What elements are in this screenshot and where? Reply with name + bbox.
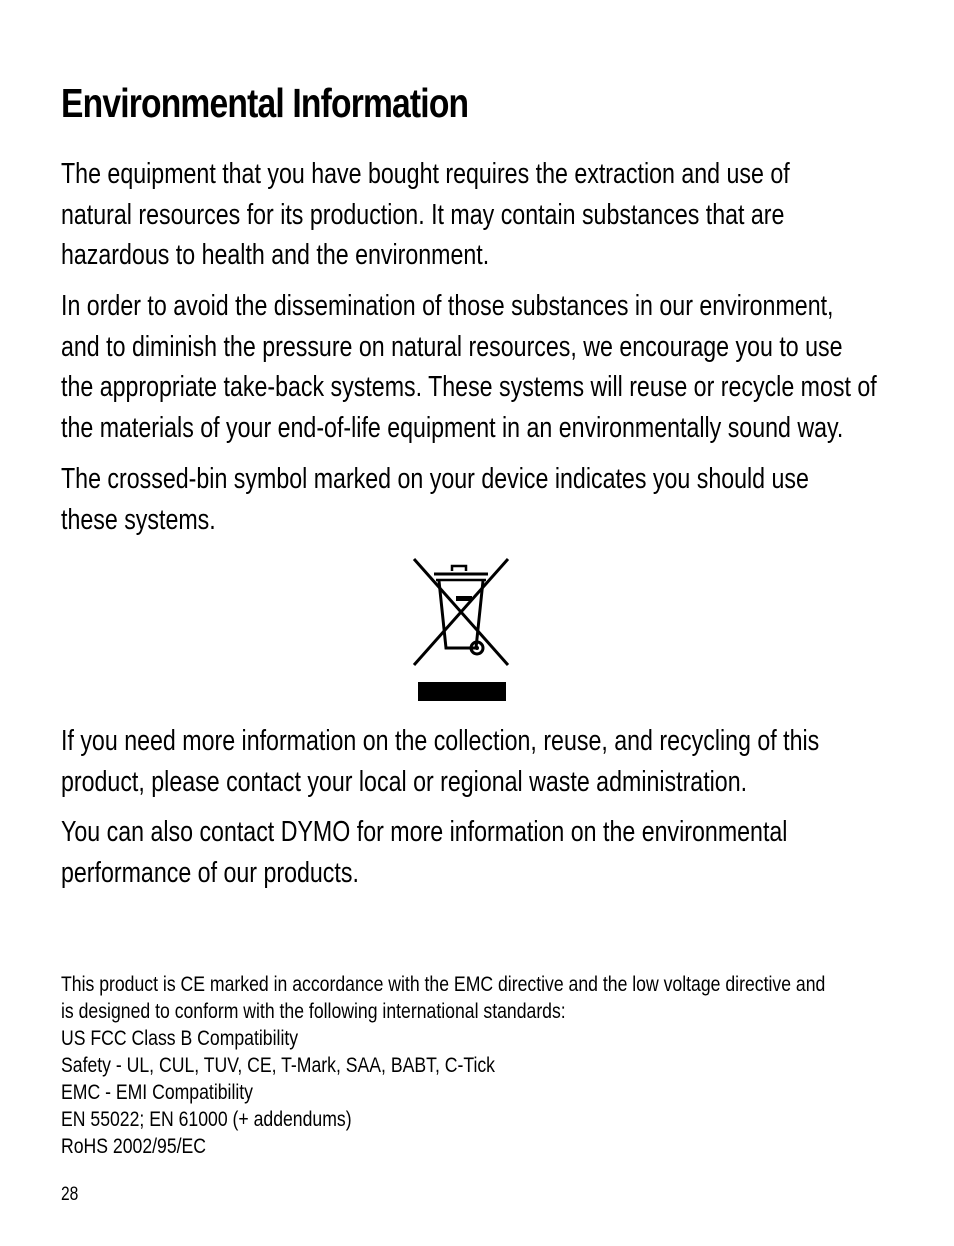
paragraph-take-back: In order to avoid the dissemination of those substances in our environment, and to diminish the pressure on natural resources, we encourage you to use the appropriate take-back systems. These systems will reuse or recycle most of the materials of your end-of-life equipment in an environmentally sound way. — [61, 290, 877, 444]
paragraph-resources: The equipment that you have bought requires the extraction and use of natural resources for its production. It may contain substances that are hazardous to health and the environment. — [61, 158, 790, 271]
paragraph-contact-dymo: You can also contact DYMO for more information on the environmental performance of our products. — [61, 816, 788, 889]
compliance-line: This product is CE marked in accordance with the EMC directive and the low voltage directive and — [61, 972, 826, 996]
page-number: 28 — [61, 1184, 79, 1205]
standard-item: RoHS 2002/95/EC — [61, 1134, 207, 1158]
crossed-bin-icon — [406, 557, 516, 703]
compliance-line: is designed to conform with the following international standards: — [61, 999, 566, 1023]
standard-item: US FCC Class B Compatibility — [61, 1026, 299, 1050]
paragraph-crossed-bin: The crossed-bin symbol marked on your device indicates you should use these systems. — [61, 463, 809, 536]
page-title: Environmental Information — [61, 80, 469, 126]
standard-item: EN 55022; EN 61000 (+ addendums) — [61, 1107, 352, 1131]
standard-item: Safety - UL, CUL, TUV, CE, T-Mark, SAA, BABT, C-Tick — [61, 1053, 496, 1077]
compliance-block — [61, 971, 889, 1160]
paragraph-more-info: If you need more information on the collection, reuse, and recycling of this product, please contact your local or regional waste administration. — [61, 725, 820, 798]
standard-item: EMC - EMI Compatibility — [61, 1080, 254, 1104]
